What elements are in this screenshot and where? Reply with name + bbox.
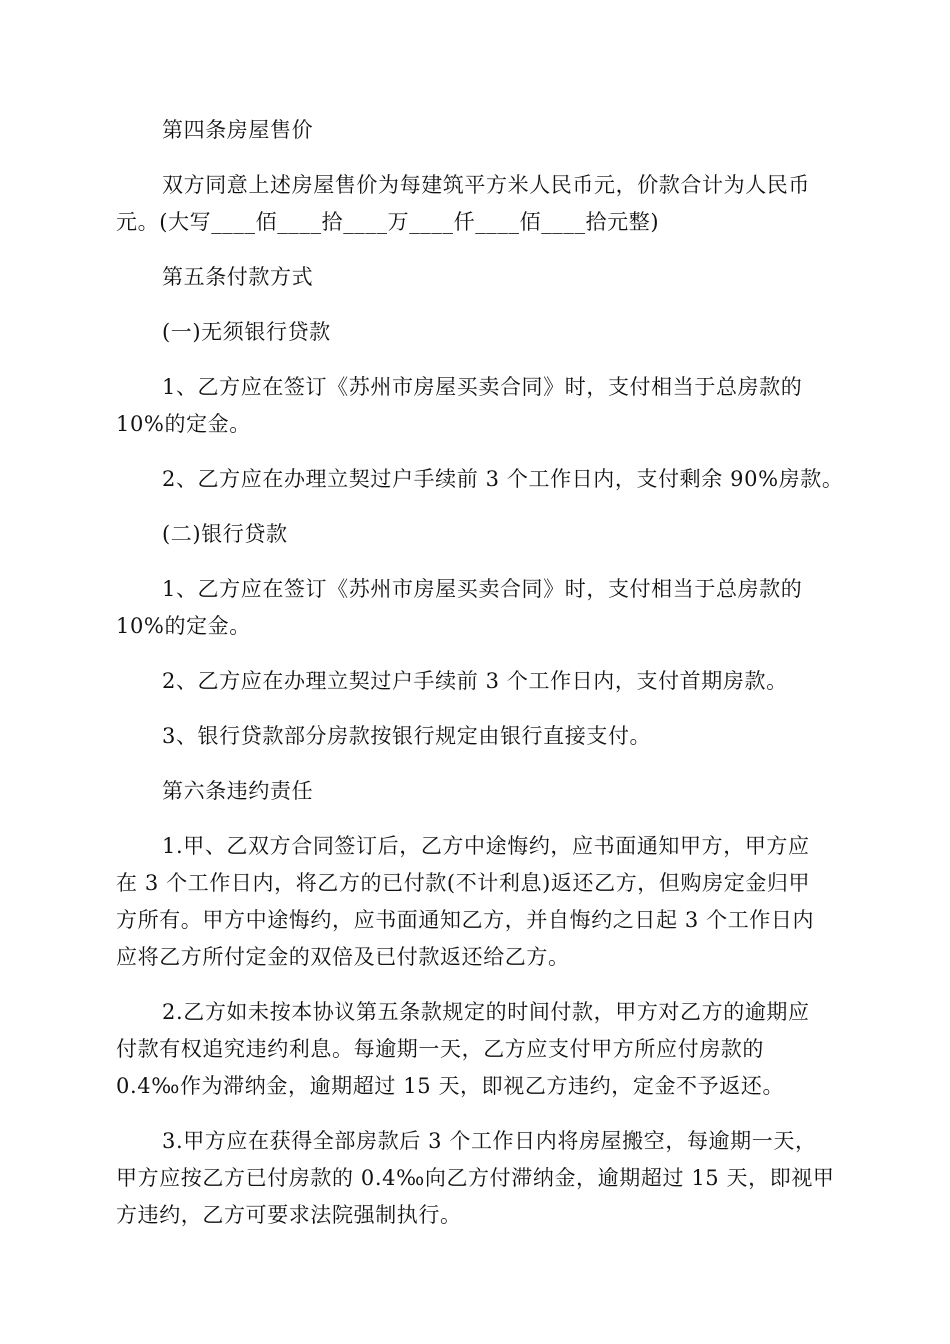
text-line: 1、乙方应在签订《苏州市房屋买卖合同》时，支付相当于总房款的: [162, 375, 803, 399]
paragraph-no-loan-item-1: [116, 369, 836, 443]
paragraph-loan-item-3: [116, 718, 836, 755]
paragraph-gap: [116, 976, 836, 994]
paragraph-article-6-title: [116, 773, 836, 810]
paragraph-no-loan-heading: [116, 314, 836, 351]
paragraph-gap: [116, 810, 836, 828]
paragraph-loan-item-1: [116, 571, 836, 645]
paragraph-gap: [116, 351, 836, 369]
paragraph-gap: [116, 498, 836, 516]
text-line: 0.4‰作为滞纳金，逾期超过 15 天，即视乙方违约，定金不予返还。: [116, 1074, 785, 1098]
text-line: 双方同意上述房屋售价为每建筑平方米人民币元，价款合计为人民币: [162, 173, 810, 197]
paragraph-gap: [116, 443, 836, 461]
paragraph-gap: [116, 149, 836, 167]
paragraph-gap: [116, 755, 836, 773]
text-line: 1.甲、乙双方合同签订后，乙方中途悔约，应书面通知甲方，甲方应: [162, 834, 810, 858]
text-line: 2.乙方如未按本协议第五条款规定的时间付款，甲方对乙方的逾期应: [162, 1000, 810, 1024]
paragraph-gap: [116, 700, 836, 718]
paragraph-breach-1: [116, 828, 836, 976]
text-line: (一)无须银行贷款: [162, 320, 331, 344]
paragraph-gap: [116, 296, 836, 314]
paragraph-loan-item-2: [116, 663, 836, 700]
text-line: (二)银行贷款: [162, 522, 288, 546]
paragraph-article-4-title: [116, 112, 836, 149]
paragraph-gap: [116, 241, 836, 259]
text-line: 第四条房屋售价: [162, 118, 314, 142]
text-line: 甲方应按乙方已付房款的 0.4‰向乙方付滞纳金，逾期超过 15 天，即视甲: [116, 1166, 835, 1190]
paragraph-price: [116, 167, 836, 241]
document-body: [116, 112, 844, 1234]
text-line: 10%的定金。: [116, 614, 251, 638]
text-line: 第五条付款方式: [162, 265, 314, 289]
text-line: 在 3 个工作日内，将乙方的已付款(不计利息)返还乙方，但购房定金归甲: [116, 871, 811, 895]
text-line: 3、银行贷款部分房款按银行规定由银行直接支付。: [162, 724, 652, 748]
text-line: 方所有。甲方中途悔约，应书面通知乙方，并自悔约之日起 3 个工作日内: [116, 908, 815, 932]
paragraph-breach-3: [116, 1123, 836, 1234]
paragraph-loan-heading: [116, 516, 836, 553]
text-line: 元。(大写____佰____拾____万____仟____佰____拾元整): [116, 210, 660, 234]
paragraph-gap: [116, 645, 836, 663]
text-line: 2、乙方应在办理立契过户手续前 3 个工作日内，支付首期房款。: [162, 669, 788, 693]
paragraph-breach-2: [116, 994, 836, 1105]
paragraph-article-5-title: [116, 259, 836, 296]
paragraph-gap: [116, 553, 836, 571]
paragraph-no-loan-item-2: [116, 461, 844, 498]
paragraph-gap: [116, 1105, 836, 1123]
text-line: 2、乙方应在办理立契过户手续前 3 个工作日内，支付剩余 90%房款。: [162, 467, 844, 491]
text-line: 方违约，乙方可要求法院强制执行。: [116, 1203, 462, 1227]
text-line: 1、乙方应在签订《苏州市房屋买卖合同》时，支付相当于总房款的: [162, 577, 803, 601]
text-line: 10%的定金。: [116, 412, 251, 436]
text-line: 3.甲方应在获得全部房款后 3 个工作日内将房屋搬空，每逾期一天，: [162, 1129, 817, 1153]
text-line: 第六条违约责任: [162, 779, 314, 803]
text-line: 付款有权追究违约利息。每逾期一天，乙方应支付甲方所应付房款的: [116, 1037, 764, 1061]
text-line: 应将乙方所付定金的双倍及已付款返还给乙方。: [116, 945, 570, 969]
